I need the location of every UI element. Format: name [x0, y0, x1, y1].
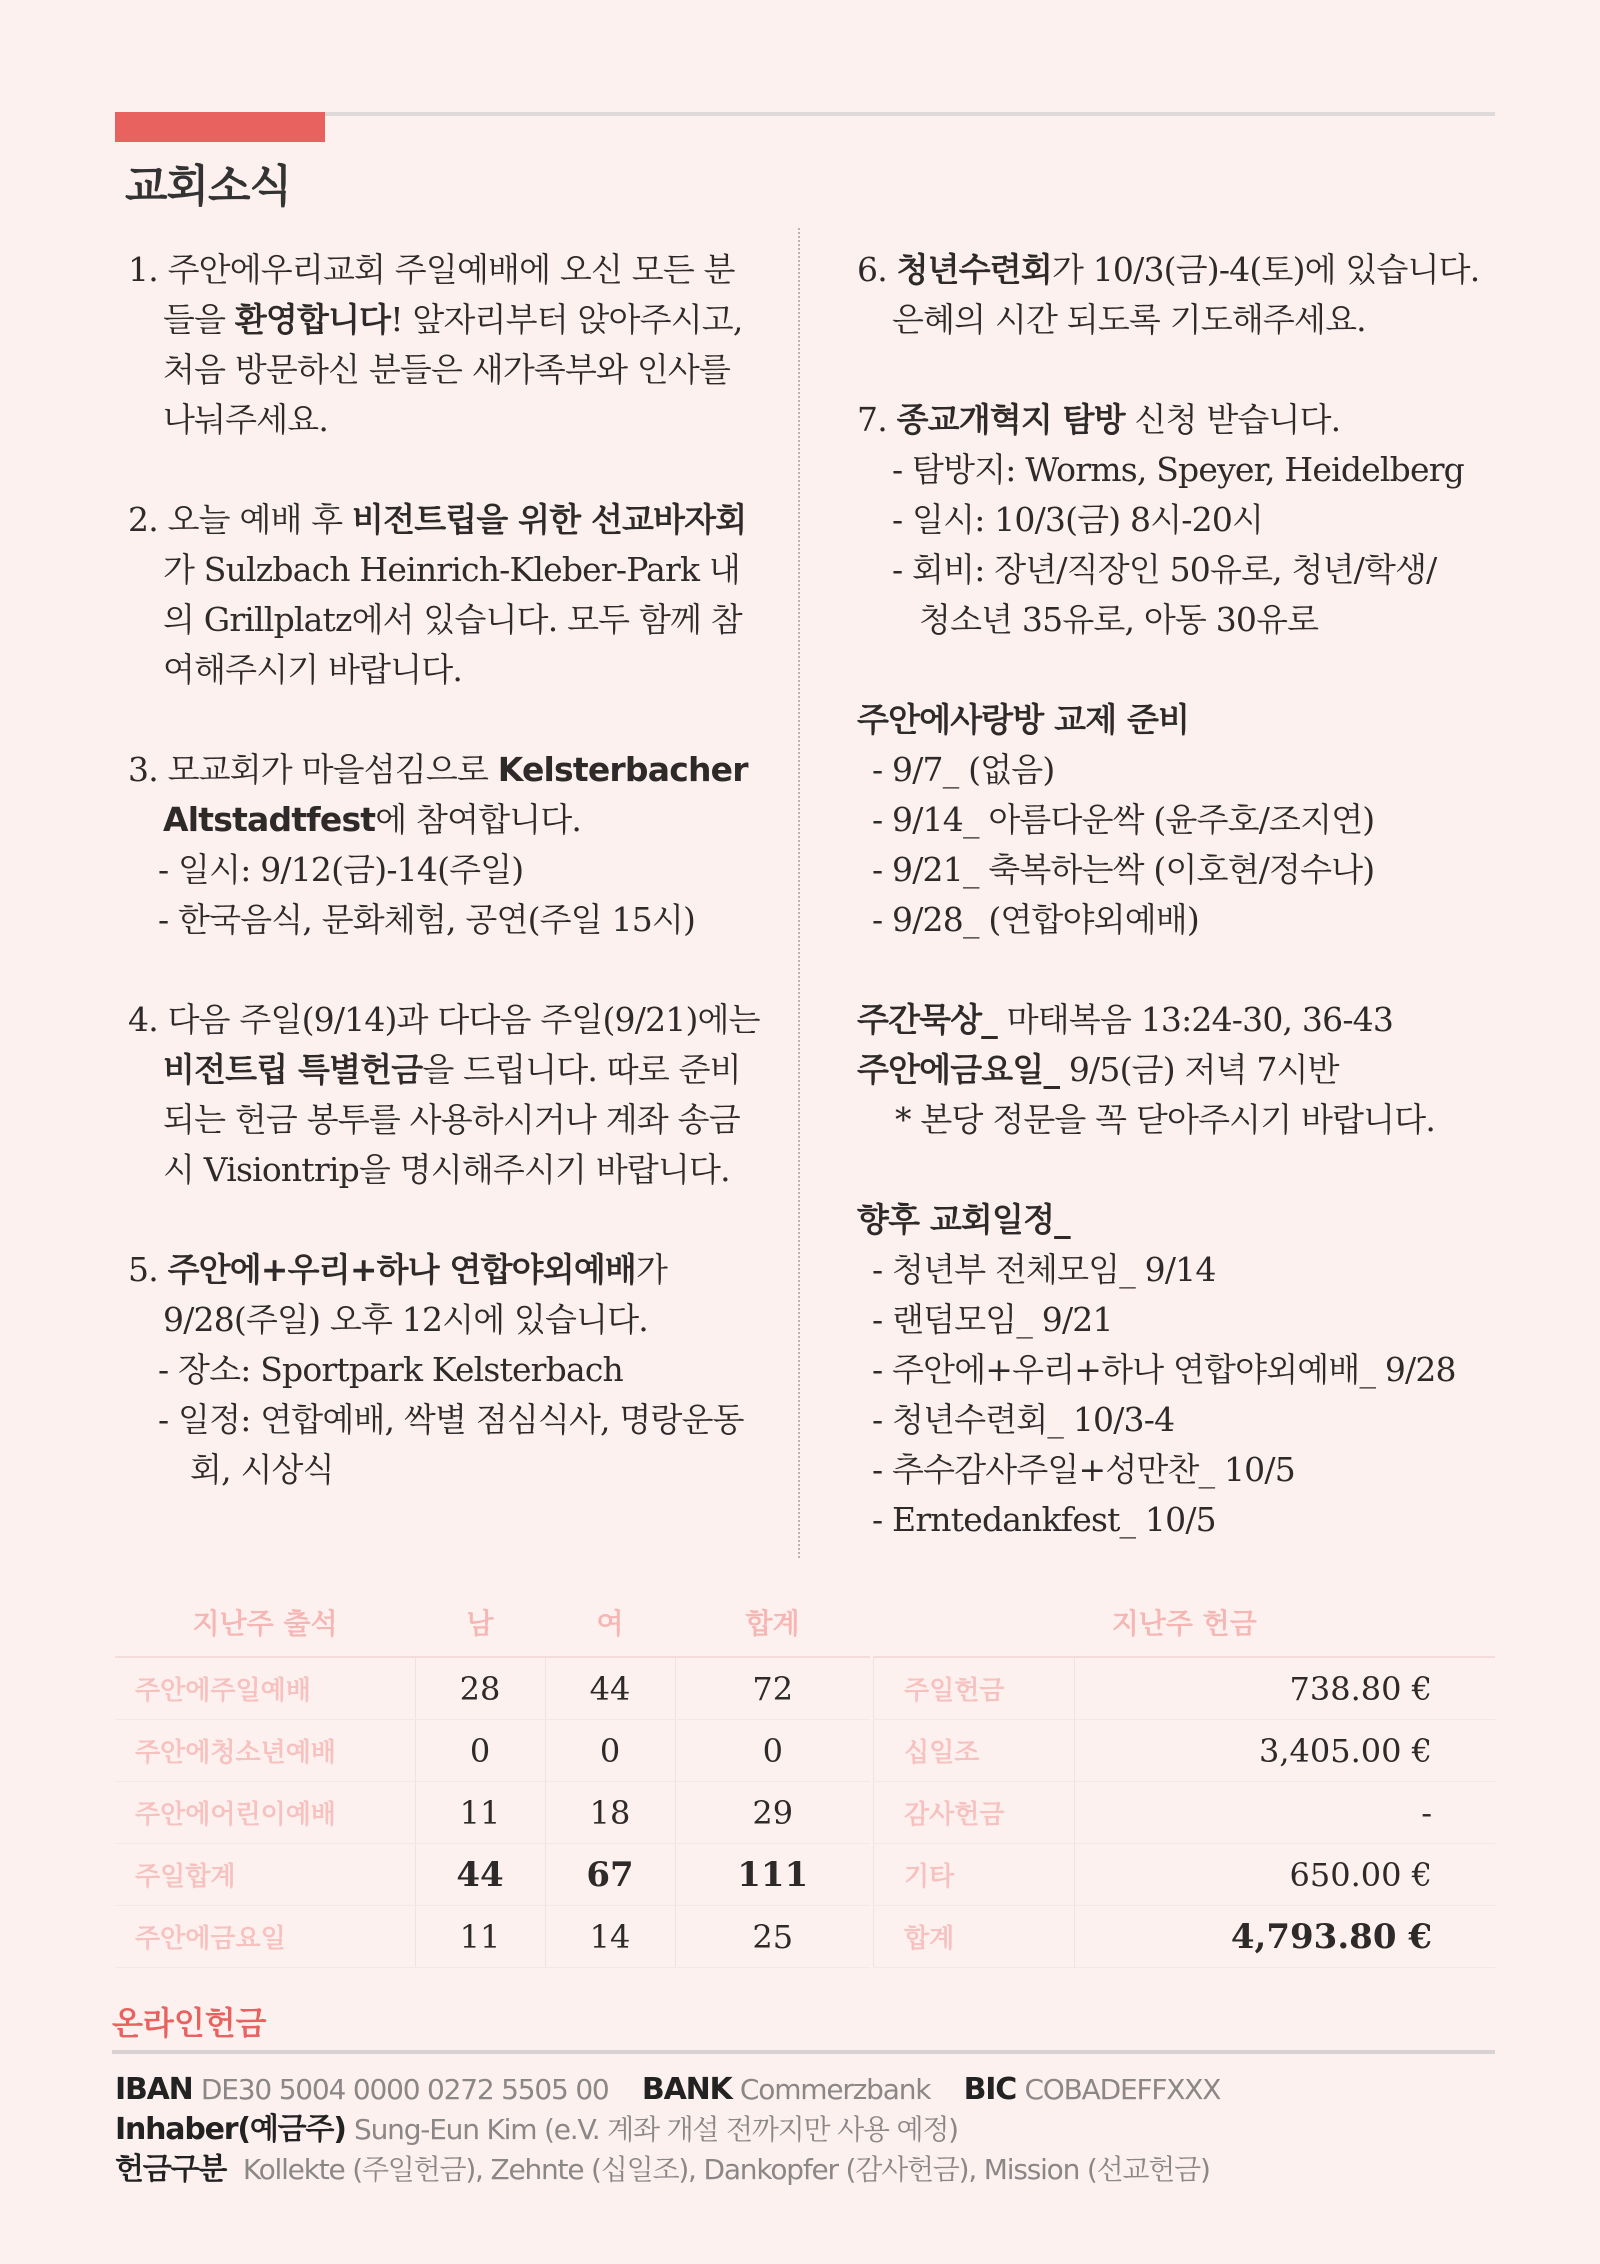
- attendance-row: [115, 1906, 870, 1968]
- iban-label: IBAN: [115, 2072, 193, 2107]
- news-line: 나눠주세요.: [163, 400, 329, 439]
- tour-place: - 탐방지: Worms, Speyer, Heidelberg: [892, 450, 1464, 489]
- total-header: 합계: [675, 1588, 870, 1657]
- female-header: 여: [545, 1588, 675, 1657]
- attendance-count: 29: [675, 1782, 870, 1844]
- sarang-line: - 9/28_ (연합야외예배): [872, 900, 1199, 939]
- attendance-count: 44: [545, 1657, 675, 1720]
- news-item-1: [128, 245, 768, 445]
- attendance-count: 0: [545, 1720, 675, 1782]
- news-line: - 일정: 연합예배, 싹별 점심식사, 명랑운동: [158, 1400, 744, 1439]
- offering-header-row: [874, 1588, 1496, 1657]
- news-item-7: 7. 종교개혁지 탐방 신청 받습니다. - 탐방지: Worms, Speyer, Heidelberg - 일시: 10/3(금) 8시-20시 - 회비: 장년/직장인 50유로, 청년/학생/ 청소년 35유로, 아동 30유로: [857, 395, 1507, 645]
- news-item-3: [128, 745, 768, 945]
- bank-info: [115, 2070, 1220, 2190]
- offering-amount: -: [1075, 1782, 1496, 1844]
- offering-label: 합계: [874, 1906, 1075, 1968]
- holder-row: [115, 2110, 1220, 2150]
- holder-label: Inhaber(예금주): [115, 2112, 346, 2147]
- attendance-count: 72: [675, 1657, 870, 1720]
- attendance-header: 지난주 출석: [115, 1588, 415, 1657]
- schedule-line: - 청년수련회_ 10/3-4: [872, 1400, 1175, 1439]
- sarang-line: - 9/14_ 아름다운싹 (윤주호/조지연): [872, 800, 1375, 839]
- iban-value: DE30 5004 0000 0272 5505 00: [200, 2073, 609, 2106]
- offering-row: [874, 1720, 1496, 1782]
- attendance-label: 주안에주일예배: [115, 1657, 415, 1720]
- news-line: 1. 주안에우리교회 주일예배에 오신 모든 분: [128, 250, 735, 289]
- news-left-column: [128, 245, 768, 1545]
- news-line: 들을 환영합니다! 앞자리부터 앉아주시고,: [163, 300, 743, 339]
- attendance-count: 18: [545, 1782, 675, 1844]
- tour-fee-cont: 청소년 35유로, 아동 30유로: [919, 600, 1319, 639]
- news-line: 2. 오늘 예배 후 비전트립을 위한 선교바자회: [128, 500, 747, 539]
- schedule-line: - 청년부 전체모임_ 9/14: [872, 1250, 1216, 1289]
- news-line: - 일시: 9/12(금)-14(주일): [158, 850, 524, 889]
- offering-label: 십일조: [874, 1720, 1075, 1782]
- attendance-table: [115, 1588, 870, 1968]
- news-line: - 한국음식, 문화체험, 공연(주일 15시): [158, 900, 696, 939]
- schedule-line: - 주안에+우리+하나 연합야외예배_ 9/28: [872, 1350, 1456, 1389]
- offering-amount: 4,793.80 €: [1075, 1906, 1496, 1968]
- attendance-count: 0: [675, 1720, 870, 1782]
- news-line: 비전트립 특별헌금을 드립니다. 따로 준비: [163, 1050, 741, 1089]
- offering-label: 주일헌금: [874, 1657, 1075, 1720]
- tour-date: - 일시: 10/3(금) 8시-20시: [892, 500, 1264, 539]
- news-line: 여해주시기 바랍니다.: [163, 650, 463, 689]
- news-line: 시 Visiontrip을 명시해주시기 바랍니다.: [163, 1150, 730, 1189]
- schedule-line: - 추수감사주일+성만찬_ 10/5: [872, 1450, 1295, 1489]
- offering-amount: 738.80 €: [1075, 1657, 1496, 1720]
- attendance-count: 0: [415, 1720, 545, 1782]
- offering-header: 지난주 헌금: [874, 1588, 1496, 1657]
- sarang-line: - 9/7_ (없음): [872, 750, 1055, 789]
- online-offering-title: 온라인헌금: [112, 2004, 267, 2042]
- attendance-label: 주안에청소년예배: [115, 1720, 415, 1782]
- bank-row: [115, 2070, 1220, 2110]
- attendance-count: 14: [545, 1906, 675, 1968]
- bank-value: Commerzbank: [739, 2073, 931, 2106]
- attendance-count: 111: [675, 1844, 870, 1906]
- news-right-column: [857, 245, 1507, 1545]
- attendance-count: 11: [415, 1906, 545, 1968]
- attendance-label: 주안에금요일: [115, 1906, 415, 1968]
- attendance-count: 25: [675, 1906, 870, 1968]
- news-item-6: 6. 청년수련회가 10/3(금)-4(토)에 있습니다. 은혜의 시간 되도록 기도해주세요.: [857, 250, 1480, 339]
- weekly-section: 주간묵상_ 마태복음 13:24-30, 36-43 주안에금요일_ 9/5(금) 저녁 7시반 * 본당 정문을 꼭 닫아주시기 바랍니다.: [857, 995, 1507, 1145]
- news-line: 회, 시상식: [190, 1450, 334, 1489]
- male-header: 남: [415, 1588, 545, 1657]
- news-line: - 장소: Sportpark Kelsterbach: [158, 1350, 623, 1389]
- accent-bar: [115, 112, 325, 142]
- schedule-line: - 랜덤모임_ 9/21: [872, 1300, 1113, 1339]
- sarang-heading: 주안에사랑방 교제 준비: [857, 700, 1190, 739]
- offering-amount: 650.00 €: [1075, 1844, 1496, 1906]
- sarang-line: - 9/21_ 축복하는싹 (이호현/정수나): [872, 850, 1375, 889]
- offering-row: [874, 1844, 1496, 1906]
- attendance-count: 44: [415, 1844, 545, 1906]
- offering-amount: 3,405.00 €: [1075, 1720, 1496, 1782]
- section-title: 교회소식: [125, 161, 292, 212]
- news-line: 처음 방문하신 분들은 새가족부와 인사를: [163, 350, 731, 389]
- holder-value: Sung-Eun Kim (e.V. 계좌 개설 전까지만 사용 예정): [354, 2113, 958, 2146]
- sarang-section: [857, 695, 1507, 945]
- offering-label: 감사헌금: [874, 1782, 1075, 1844]
- bank-label: BANK: [641, 2072, 732, 2107]
- type-label: 헌금구분: [115, 2152, 227, 2187]
- attendance-label: 주일합계: [115, 1844, 415, 1906]
- news-item-2: [128, 495, 768, 695]
- news-line: 되는 헌금 봉투를 사용하시거나 계좌 송금: [163, 1100, 740, 1139]
- attendance-count: 67: [545, 1844, 675, 1906]
- schedule-line: - Erntedankfest_ 10/5: [872, 1500, 1216, 1539]
- door-note: * 본당 정문을 꼭 닫아주시기 바랍니다.: [895, 1100, 1436, 1139]
- schedule-heading: 향후 교회일정_: [857, 1200, 1070, 1239]
- attendance-row: [115, 1844, 870, 1906]
- attendance-row: [115, 1720, 870, 1782]
- news-line: 가 Sulzbach Heinrich-Kleber-Park 내: [163, 550, 740, 589]
- online-rule: [112, 2050, 1495, 2054]
- attendance-header-row: [115, 1588, 870, 1657]
- type-row: [115, 2150, 1220, 2190]
- attendance-count: 11: [415, 1782, 545, 1844]
- bic-label: BIC: [963, 2072, 1017, 2107]
- attendance-body: [115, 1657, 870, 1968]
- news-line: 5. 주안에+우리+하나 연합야외예배가: [128, 1250, 668, 1289]
- tour-fee: - 회비: 장년/직장인 50유로, 청년/학생/: [892, 550, 1437, 589]
- offering-body: [874, 1657, 1496, 1968]
- attendance-row: [115, 1657, 870, 1720]
- offering-table: [873, 1588, 1495, 1968]
- attendance-row: [115, 1782, 870, 1844]
- column-divider: [798, 228, 800, 1558]
- offering-row: [874, 1782, 1496, 1844]
- offering-row: [874, 1906, 1496, 1968]
- schedule-section: [857, 1195, 1507, 1545]
- news-item-5: [128, 1245, 768, 1495]
- news-line: 9/28(주일) 오후 12시에 있습니다.: [163, 1300, 648, 1339]
- offering-label: 기타: [874, 1844, 1075, 1906]
- news-line: 4. 다음 주일(9/14)과 다다음 주일(9/21)에는: [128, 1000, 760, 1039]
- attendance-label: 주안에어린이예배: [115, 1782, 415, 1844]
- news-line: 3. 모교회가 마을섬김으로 Kelsterbacher: [128, 750, 748, 789]
- offering-row: [874, 1657, 1496, 1720]
- attendance-count: 28: [415, 1657, 545, 1720]
- news-line: Altstadtfest에 참여합니다.: [163, 800, 582, 839]
- news-item-4: [128, 995, 768, 1195]
- news-line: 의 Grillplatz에서 있습니다. 모두 함께 참: [163, 600, 742, 639]
- type-value: Kollekte (주일헌금), Zehnte (십일조), Dankopfer (감사헌금), Mission (선교헌금): [242, 2153, 1210, 2186]
- bic-value: COBADEFFXXX: [1024, 2073, 1221, 2106]
